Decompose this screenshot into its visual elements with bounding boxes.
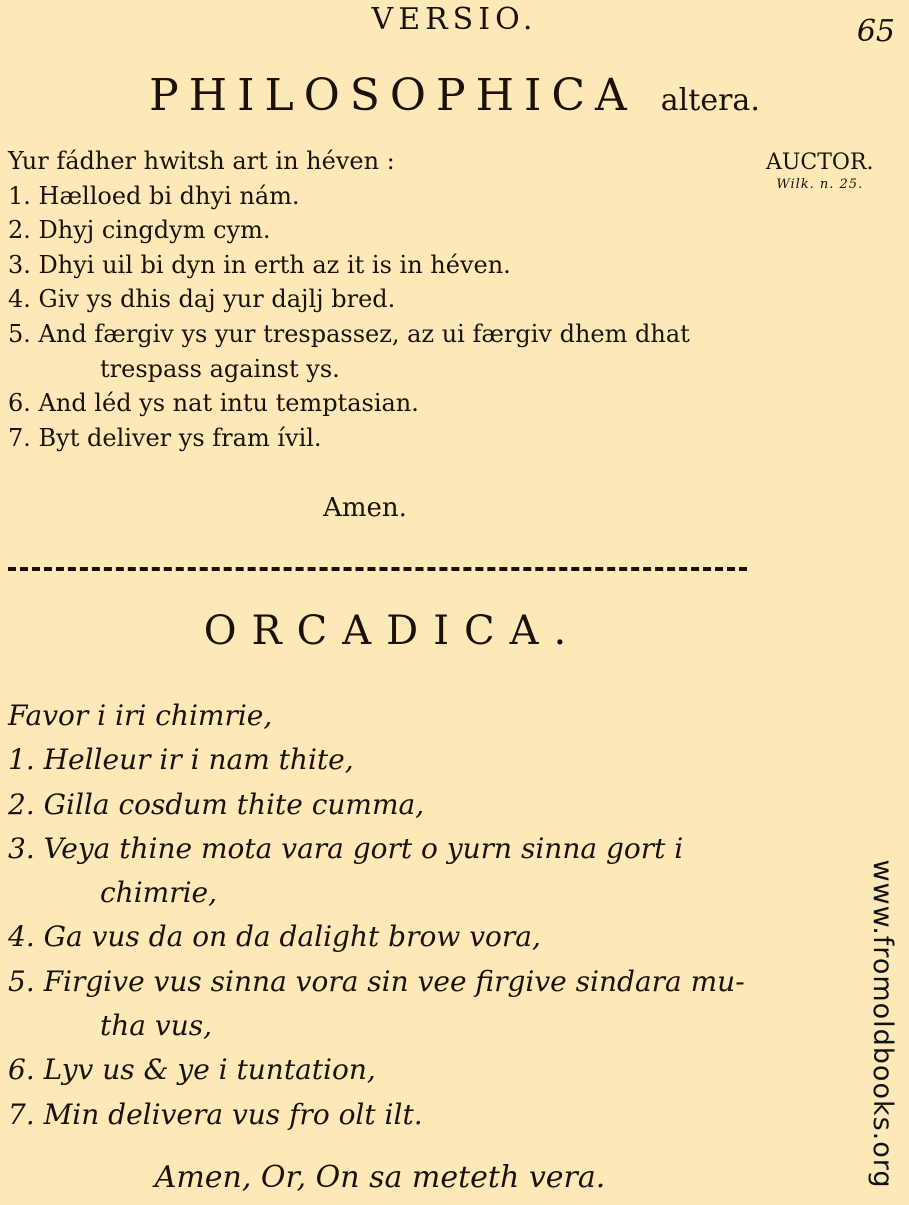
verse-line: 3. Veya thine mota vara gort o yurn sinna gort i	[8, 831, 684, 865]
philosophica-amen: Amen.	[323, 493, 407, 523]
orcadica-amen: Amen, Or, On sa meteth vera.	[154, 1160, 606, 1195]
verse-line-continued: tha vus,	[100, 1009, 212, 1043]
verse-line: 5. And færgiv ys yur trespassez, az ui færgiv dhem dhat	[8, 319, 690, 348]
section-divider	[8, 567, 747, 571]
title-main: PHILOSOPHICA	[149, 70, 637, 121]
verse-line: 7. Min delivera vus fro olt ilt.	[8, 1097, 423, 1131]
verse-line-continued: chimrie,	[100, 876, 218, 910]
verse-line: 4. Ga vus da on da dalight brow vora,	[8, 920, 541, 954]
verse-line: 2. Dhyj cingdym cym.	[8, 216, 271, 245]
watermark-container	[860, 848, 904, 1200]
verse-line: Favor i iri chimrie,	[8, 699, 273, 732]
verse-line: 7. Byt deliver ys fram ívil.	[8, 423, 322, 452]
running-head: VERSIO.	[371, 2, 538, 37]
verse-line: 6. Lyv us & ye i tuntation,	[8, 1053, 376, 1087]
title-suffix: altera.	[660, 83, 760, 118]
verse-line: 3. Dhyi uil bi dyn in erth az it is in héven.	[8, 250, 511, 279]
section-title: ORCADICA.	[203, 608, 582, 654]
verse-line: Yur fádher hwitsh art in héven :	[8, 147, 395, 175]
verse-line: 1. Helleur ir i nam thite,	[8, 743, 354, 777]
site-watermark: www.fromoldbooks.org	[867, 859, 898, 1189]
verse-line: 5. Firgive vus sinna vora sin vee firgive sindara mu-	[8, 964, 745, 998]
verse-line: 2. Gilla cosdum thite cumma,	[8, 787, 425, 821]
page-title	[0, 70, 909, 121]
margin-note-title: AUCTOR.	[766, 150, 874, 175]
verse-line: 4. Giv ys dhis daj yur dajlj bred.	[8, 285, 396, 314]
verse-line: 1. Hælloed bi dhyi nám.	[8, 181, 300, 210]
philosophica-text	[8, 144, 768, 455]
orcadica-text	[8, 694, 768, 1137]
verse-line: 6. And léd ys nat intu temptasian.	[8, 389, 419, 418]
page-number: 65	[856, 14, 895, 49]
margin-note-reference: Wilk. n. 25.	[776, 177, 864, 192]
verse-line-continued: trespass against ys.	[100, 354, 340, 383]
margin-note	[766, 150, 874, 198]
